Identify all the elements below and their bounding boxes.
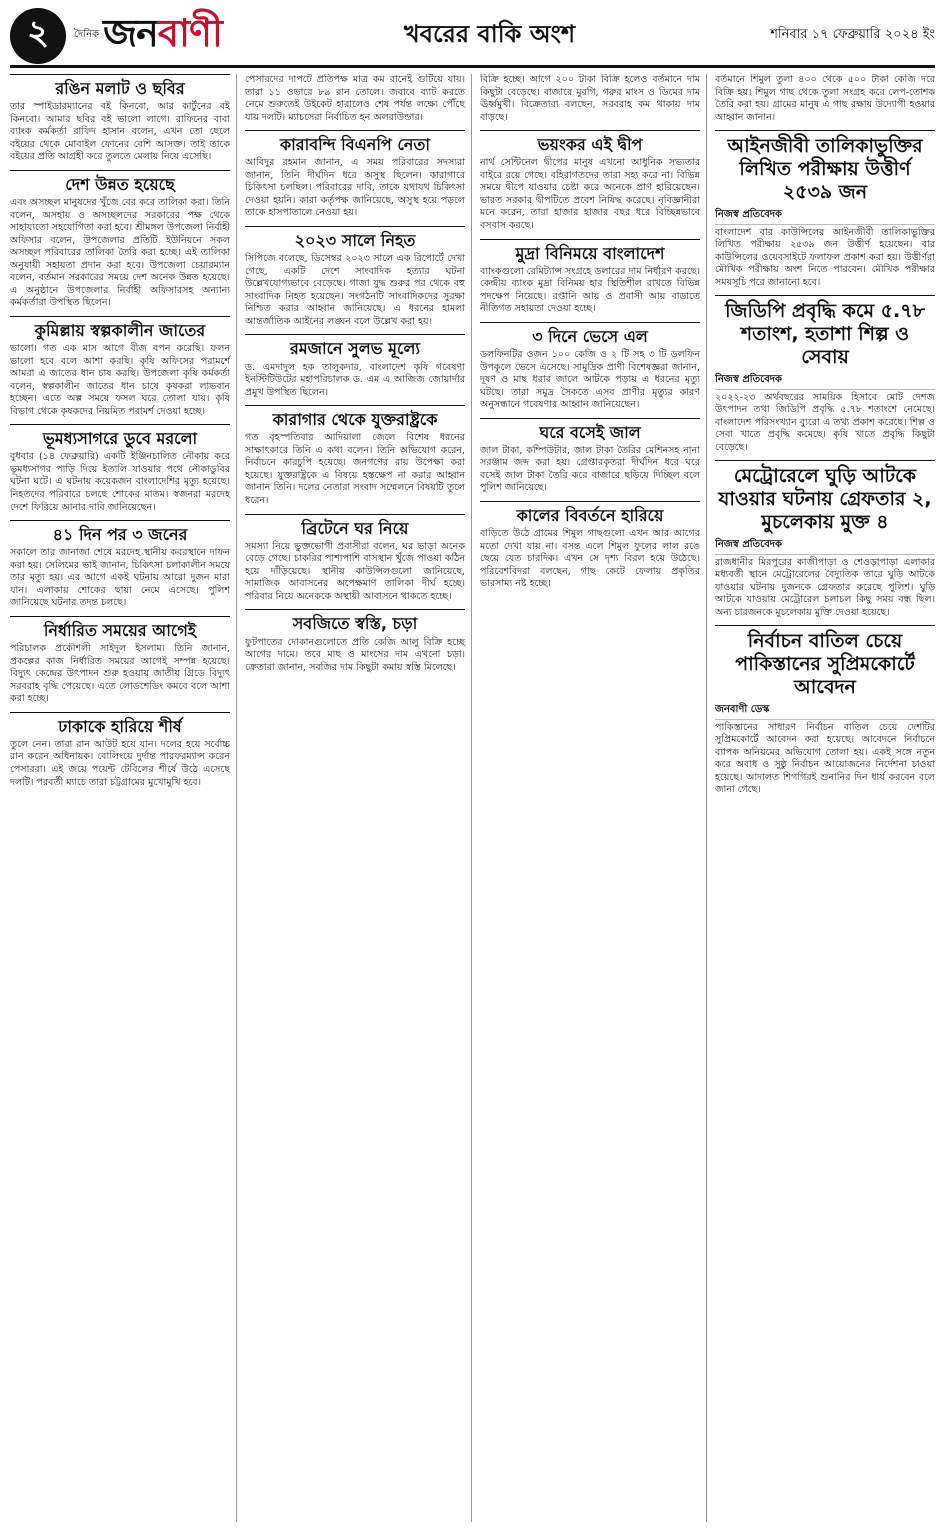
column-4 bbox=[715, 74, 935, 1522]
article-body: ভালো। গত এক মাস আগে বীজ বপন করেছি। ফলন ভালো হবে বলে আশা করছি। কৃষি অফিসের পরামর্শে আমরা এ জাতের ধান চাষ করছি। উপজেলা কৃষি কর্মকর্তা বলেন, স্বল্পকালীন জাতের ধান চাষে কৃষকরা লাভবান হচ্ছেন। এতে অল্প সময়ে ফসল ঘরে তোলা যায়। কৃষি বিভাগ থেকে কৃষকদের নিয়মিত পরামর্শ দেওয়া হচ্ছে। bbox=[10, 343, 230, 417]
masthead bbox=[10, 6, 935, 68]
article-headline[interactable]: কালের বিবর্তনে হারিয়ে bbox=[480, 501, 700, 528]
article bbox=[10, 316, 230, 418]
article bbox=[480, 74, 700, 124]
article bbox=[480, 130, 700, 232]
article-headline[interactable]: কারাবন্দি বিএনপি নেতা bbox=[245, 130, 465, 157]
article-headline[interactable]: মুদ্রা বিনিময়ে বাংলাদেশ bbox=[480, 239, 700, 266]
article-body: তুলে নেন। তারা রান আউট হয়ে যান। দলের হয়ে সর্বোচ্চ রান করেন অধিনায়ক। বোলিংয়ে দুর্দান্ত পারফরম্যান্স করেন পেসাররা। এই জয়ে পয়েন্ট টেবিলের শীর্ষে উঠে এসেছে দলটি। পরবর্তী ম্যাচে তারা চট্টগ্রামের মুখোমুখি হবে। bbox=[10, 738, 230, 788]
article-headline[interactable]: জিডিপি প্রবৃদ্ধি কমে ৫.৭৮ শতাংশ, হতাশা শিল্প ও সেবায় bbox=[715, 295, 935, 371]
article-body: গত বৃহস্পতিবার আদিয়ালা জেলে বিশেষ ধরনের সাক্ষাৎকারে তিনি এ কথা বলেন। তিনি অভিযোগ করেন, নির্বাচনে কারচুপি হয়েছে। জনগণের রায় উপেক্ষা করা হয়েছে। যুক্তরাষ্ট্রকে এ বিষয়ে হস্তক্ষেপ না করার আহ্বান জানান তিনি। দলের নেতারা সংবাদ সম্মেলনে বিষয়টি তুলে ধরেন। bbox=[245, 432, 465, 506]
article-body: সকালে তার জানাজা শেষে মরদেহ স্থানীয় কবরস্থানে দাফন করা হয়। সেলিমের ভাই জানান, চিকিৎসা চলাকালীন সময়ে তার মৃত্যু হয়। এর আগে একই ঘটনায় আরো দুজন মারা যান। এলাকায় শোকের ছায়া নেমে এসেছে। পুলিশ জানিয়েছে ঘটনার তদন্ত চলছে। bbox=[10, 547, 230, 609]
article-body: সিপিজে বলেছে, ডিসেম্বর ২০২৩ সালে এক রিপোর্টে দেখা গেছে, একটি দেশে সাংবাদিক হত্যার ঘটনা উল্লেখযোগ্যভাবে বেড়েছে। গাজা যুদ্ধ শুরুর পর থেকে বহু সাংবাদিক নিহত হয়েছেন। সংগঠনটি সাংবাদিকদের সুরক্ষা নিশ্চিত করার আহ্বান জানিয়েছে। এ ধরনের হামলা আন্তর্জাতিক আইনের লঙ্ঘন বলে উল্লেখ করা হয়। bbox=[245, 253, 465, 327]
article bbox=[245, 334, 465, 399]
article-body: ২০২২-২৩ অর্থবছরের সাময়িক হিসাবে মোট দেশজ উৎপাদন তথা জিডিপি প্রবৃদ্ধি ৫.৭৮ শতাংশে নেমেছে। বাংলাদেশ পরিসংখ্যান ব্যুরো এ তথ্য প্রকাশ করেছে। শিল্প ও সেবা খাতে প্রবৃদ্ধি কমেছে। কৃষি খাতে প্রবৃদ্ধি কিছুটা বেড়েছে। bbox=[715, 391, 935, 453]
article-body: আবিদুর রহমান জানান, এ সময় পরিবারের সদস্যরা জানান, তিনি দীর্ঘদিন ধরে অসুস্থ ছিলেন। কারাগারে চিকিৎসা চলছিল। পরিবারের দাবি, তাকে যথাযথ চিকিৎসা দেওয়া হয়নি। কারা কর্তৃপক্ষ জানিয়েছে, অসুস্থ হয়ে পড়লে তাকে হাসপাতালে নেওয়া হয়। bbox=[245, 157, 465, 219]
article-body: নাৰ্থ সেন্টিনেল দ্বীপের মানুষ এখনো আধুনিক সভ্যতার বাইরে রয়ে গেছে। বহিরাগতদের তারা সহ্য করে না। বিভিন্ন সময়ে দ্বীপে যাওয়ার চেষ্টা করে অনেকে প্রাণ হারিয়েছেন। ভারত সরকার দ্বীপটিতে প্রবেশ নিষিদ্ধ করেছে। নৃবিজ্ঞানীরা মনে করেন, তারা হাজার হাজার বছর ধরে বিচ্ছিন্নভাবে বসবাস করছে। bbox=[480, 157, 700, 231]
article bbox=[715, 74, 935, 124]
article-headline[interactable]: ঢাকাকে হারিয়ে শীর্ষ bbox=[10, 712, 230, 739]
article-headline[interactable]: ৪১ দিন পর ৩ জনের bbox=[10, 520, 230, 547]
article bbox=[480, 418, 700, 495]
publication-date: শনিবার ১৭ ফেব্রুয়ারি ২০২৪ ইং bbox=[770, 27, 935, 42]
article-headline[interactable]: রমজানে সুলভ মূল্যে bbox=[245, 334, 465, 361]
article-headline[interactable]: নির্বাচন বাতিল চেয়ে পাকিস্তানের সুপ্রিমকোর্টে আবেদন bbox=[715, 625, 935, 701]
article-headline[interactable]: দেশ উন্নত হয়েছে bbox=[10, 170, 230, 197]
article bbox=[245, 226, 465, 328]
article bbox=[10, 616, 230, 706]
article-headline[interactable]: ঘরে বসেই জাল bbox=[480, 418, 700, 445]
article-body: ফুটপাতের দোকানগুলোতে প্রতি কেজি আলু বিক্রি হচ্ছে আগের দামে। তবে মাছ ও মাংসের দাম এখনো চড়া। ক্রেতারা জানান, সবজির দাম কিছুটা কমায় স্বস্তি মিলেছে। bbox=[245, 636, 465, 673]
article bbox=[245, 609, 465, 674]
logo-daily: দৈনিক bbox=[74, 29, 100, 40]
article bbox=[715, 460, 935, 619]
article-byline: নিজস্ব প্রতিবেদক bbox=[715, 372, 935, 390]
article-headline[interactable]: ভূমধ্যসাগরে ডুবে মরলো bbox=[10, 424, 230, 451]
logo-name: জনবাণী bbox=[103, 10, 222, 55]
article-body: পাকিস্তানের সাধারণ নির্বাচন বাতিল চেয়ে দেশটির সুপ্রিমকোর্টে আবেদন করা হয়েছে। আবেদনে নির্বাচনে ব্যাপক অনিয়মের অভিযোগ তোলা হয়। একই সঙ্গে নতুন করে অবাধ ও সুষ্ঠু নির্বাচন আয়োজনের নির্দেশনা চাওয়া হয়েছে। আদালত শিগগিরই শুনানির দিন ধার্য করবেন বলে জানা গেছে। bbox=[715, 721, 935, 796]
article bbox=[480, 501, 700, 591]
article-body: বুধবার (১৪ ফেব্রুয়ারি) একটি ইঞ্জিনচালিত নৌকায় করে ভূমধ্যসাগর পাড়ি দিয়ে ইতালি যাওয়ার পথে নৌকাডুবির ঘটনা ঘটে। এ ঘটনায় কয়েকজন বাংলাদেশির মৃত্যু হয়েছে। নিহতদের পরিবারে চলছে শোকের মাতম। স্বজনরা মরদেহ দেশে ফিরিয়ে আনার দাবি জানিয়েছেন। bbox=[10, 451, 230, 513]
article-byline: নিজস্ব প্রতিবেদক bbox=[715, 537, 935, 555]
article-byline: নিজস্ব প্রতিবেদক bbox=[715, 207, 935, 225]
article-body: জাল টাকা, কম্পিউটার, জাল টাকা তৈরির মেশিনসহ নানা সরঞ্জাম জব্দ করা হয়। গ্রেপ্তারকৃতরা দীর্ঘদিন ধরে ঘরে বসেই জাল টাকা তৈরি করে বাজারে ছড়িয়ে দিচ্ছিল বলে পুলিশ জানিয়েছে। bbox=[480, 444, 700, 494]
section-title: খবরের বাকি অংশ bbox=[403, 19, 576, 48]
article-body: এবং অসচ্ছল মানুষদের খুঁজে বের করে তালিকা করা। তিনি বলেন, অসহায় ও অসচ্ছলদের সরকারের পক্ষ থেকে সাহায্যতো সহযোগিতা করা হবে। শ্রীমঙ্গল উপজেলা নির্বাহী অফিসার বলেন, উপজেলার প্রতিটি ইউনিয়নে সকল অসচ্ছল পরিবারের তালিকা তৈরি করা হচ্ছে। এই তালিকা অনুযায়ী সহায়তা প্রদান করা হবে। উপজেলা চেয়ারম্যান বলেন, বর্তমান সরকারের সময়ে দেশ অনেক উন্নত হয়েছে। এ অনুষ্ঠানে উপজেলার নির্বাহী অফিসারসহ অন্যান্য কর্মকর্তারা উপস্থিত ছিলেন। bbox=[10, 197, 230, 309]
article-body: ডলফিনটির ওজন ১০০ কেজি ও ২ টি সহ ৩ টি ডলফিন উপকূলে ভেসে এসেছে। সামুদ্রিক প্রাণী বিশেষজ্ঞরা জানান, দূষণ ও মাছ ধরার জালে আটকে পড়ায় এ ধরনের মৃত্যু ঘটছে। তারা সমুদ্র সৈকতে এসব প্রাণীর মৃত্যুর কারণ অনুসন্ধানে গবেষণার আহ্বান জানিয়েছেন। bbox=[480, 349, 700, 411]
article-headline[interactable]: মেট্রোরেলে ঘুড়ি আটকে যাওয়ার ঘটনায় গ্রেফতার ২, মুচলেকায় মুক্ত ৪ bbox=[715, 460, 935, 536]
article-headline[interactable]: রঙিন মলাট ও ছবির bbox=[10, 74, 230, 101]
article-headline[interactable]: সবজিতে স্বস্তি, চড়া bbox=[245, 609, 465, 636]
article bbox=[245, 74, 465, 124]
article-body: বর্তমানে শিমুল তুলা ৪০০ থেকে ৫০০ টাকা কেজি দরে বিক্রি হয়। শিমুল গাছ থেকে তুলা সংগ্রহ করে লেপ-তোশক তৈরি করা হয়। গ্রামের মানুষ এ গাছ রক্ষায় উদ্যোগী হওয়ার আহ্বান জানান। bbox=[715, 74, 935, 123]
article bbox=[10, 74, 230, 164]
column-2 bbox=[245, 74, 472, 1522]
article-headline[interactable]: ৩ দিনে ভেসে এল bbox=[480, 322, 700, 349]
article-body: বাড়িতে উঠে গ্রামের শিমুল গাছগুলো এখন আর আগের মতো দেখা যায় না। বসন্ত এলে শিমুল ফুলের লাল রঙে ছেয়ে যেত চারদিক। এখন সে দৃশ্য বিরল হয়ে উঠেছে। পরিবেশবিদরা বলছেন, গাছ কেটে ফেলায় প্রকৃতির ভারসাম্য নষ্ট হচ্ছে। bbox=[480, 528, 700, 590]
article-headline[interactable]: কুমিল্লায় স্বল্পকালীন জাতের bbox=[10, 316, 230, 343]
article bbox=[715, 625, 935, 797]
article-body: সমস্যা নিয়ে ভুক্তভোগী প্রবাসীরা বলেন, ঘর ভাড়া অনেক বেড়ে গেছে। চাকরির পাশাপাশি বাসস্থান খুঁজে পাওয়া কঠিন হয়ে দাঁড়িয়েছে। স্থানীয় কাউন্সিলগুলো জানিয়েছে, সামাজিক আবাসনের অপেক্ষমাণ তালিকা দীর্ঘ হচ্ছে। পরিবার নিয়ে অনেককে অস্থায়ী আবাসনে থাকতে হচ্ছে। bbox=[245, 540, 465, 602]
page-number: ২ bbox=[10, 8, 66, 64]
article-body: তার স্পাইডারম্যানের বই কিনবো, আর কার্টুনের বই কিনবো। আমার ছবির বই ভালো লাগে। রাফিনের বাবা ব্যাংক কর্মকর্তা রাফিদ হাসান বলেন, এখন তো ছেলে বইয়ের থেকে মোবাইল ফোনের বেশি আসক্ত। তাই তাকে বইয়ের প্রতি আগ্রহী করে তুলতে মেলায় নিয়ে এসেছি। bbox=[10, 101, 230, 163]
article bbox=[10, 424, 230, 514]
article-body: রাজধানীর মিরপুরের কাজীপাড়া ও শেওড়াপাড়া এলাকার মধ্যবর্তী স্থানে মেট্রোরেলের বৈদ্যুতিক তারে ঘুড়ি আটকে যাওয়ার ঘটনায় দুজনকে গ্রেফতার করেছে পুলিশ। ঘুড়ি আটকে যাওয়ায় মেট্রোরেল চলাচল কিছু সময় বন্ধ ছিল। অন্য চারজনকে মুচলেকায় মুক্তি দেওয়া হয়েছে। bbox=[715, 556, 935, 618]
article bbox=[10, 712, 230, 789]
article-body: ড. এমদাদুল হক তালুকদার, বাংলাদেশ কৃষি গবেষণা ইনস্টিটিউটের মহাপরিচালক ড. এম এ আজিজ জোয়ার্দার প্রমুখ উপস্থিত ছিলেন। bbox=[245, 361, 465, 398]
article bbox=[10, 520, 230, 610]
article-body: ব্যাংকগুলো রেমিট্যান্স সংগ্রহে ডলারের দাম নির্ধারণ করছে। কেন্দ্রীয় ব্যাংক মুদ্রা বিনিময় হার স্থিতিশীল রাখতে বিভিন্ন পদক্ষেপ নিয়েছে। রপ্তানি আয় ও প্রবাসী আয় বাড়াতে নীতিগত সহায়তা দেওয়া হচ্ছে। bbox=[480, 265, 700, 315]
article-body: পরিচালক প্রকৌশলী সাইদুল ইসলাম। তিনি জানান, প্রকল্পের কাজ নির্ধারিত সময়ের আগেই সম্পন্ন হয়েছে। বিদ্যুৎ কেন্দ্রের উৎপাদন শুরু হওয়ায় জাতীয় গ্রিডে বিদ্যুৎ সরবরাহ বৃদ্ধি পেয়েছে। এতে লোডশেডিং কমবে বলে আশা করা হচ্ছে। bbox=[10, 643, 230, 705]
article-headline[interactable]: ২০২৩ সালে নিহত bbox=[245, 226, 465, 253]
article bbox=[245, 405, 465, 507]
article bbox=[715, 295, 935, 454]
article-headline[interactable]: আইনজীবী তালিকাভুক্তির লিখিত পরীক্ষায় উত্তীর্ণ ২৫৩৯ জন bbox=[715, 130, 935, 206]
column-1 bbox=[10, 74, 237, 1522]
article bbox=[245, 130, 465, 220]
article-headline[interactable]: কারাগার থেকে যুক্তরাষ্ট্রকে bbox=[245, 405, 465, 432]
article-headline[interactable]: নির্ধারিত সময়ের আগেই bbox=[10, 616, 230, 643]
article-body: বিক্রি হচ্ছে। আগে ২০০ টাকা বিক্রি হলেও বর্তমানে দাম কিছুটা বেড়েছে। বাজারে মুরগি, গরুর মাংস ও ডিমের দাম ঊর্ধ্বমুখী। বিক্রেতারা বলছেন, সরবরাহ কম থাকায় দাম বাড়ছে। bbox=[480, 74, 700, 123]
article bbox=[715, 130, 935, 289]
article-body: বাংলাদেশ বার কাউন্সিলের আইনজীবী তালিকাভুক্তির লিখিত পরীক্ষায় ২৫৩৯ জন উত্তীর্ণ হয়েছেন। বার কাউন্সিলের ওয়েবসাইটে ফলাফল প্রকাশ করা হয়। উত্তীর্ণরা মৌখিক পরীক্ষায় অংশ নিতে পারবেন। মৌখিক পরীক্ষার সময়সূচি পরে জানানো হবে। bbox=[715, 226, 935, 288]
article-headline[interactable]: ভয়ংকর এই দ্বীপ bbox=[480, 130, 700, 157]
article bbox=[480, 239, 700, 316]
article-headline[interactable]: ব্রিটেনে ঘর নিয়ে bbox=[245, 514, 465, 541]
article bbox=[10, 170, 230, 310]
column-3 bbox=[480, 74, 707, 1522]
article-byline: জনবাণী ডেস্ক bbox=[715, 702, 935, 720]
article-body: পেসারদের দাপটে প্রতিপক্ষ মাত্র কম রানেই গুটিয়ে যায়। তারা ১১ ওভারে ৮৯ রান তোলে। জবাবে ব্যাট করতে নেমে শুরুতেই উইকেট হারালেও শেষ পর্যন্ত লক্ষ্যে পৌঁছে যায় দলটি। ম্যাচসেরা নির্বাচিত হন অলরাউন্ডার। bbox=[245, 74, 465, 123]
columns-container bbox=[10, 74, 935, 1522]
article bbox=[245, 514, 465, 604]
newspaper-logo bbox=[74, 4, 314, 68]
article bbox=[480, 322, 700, 412]
